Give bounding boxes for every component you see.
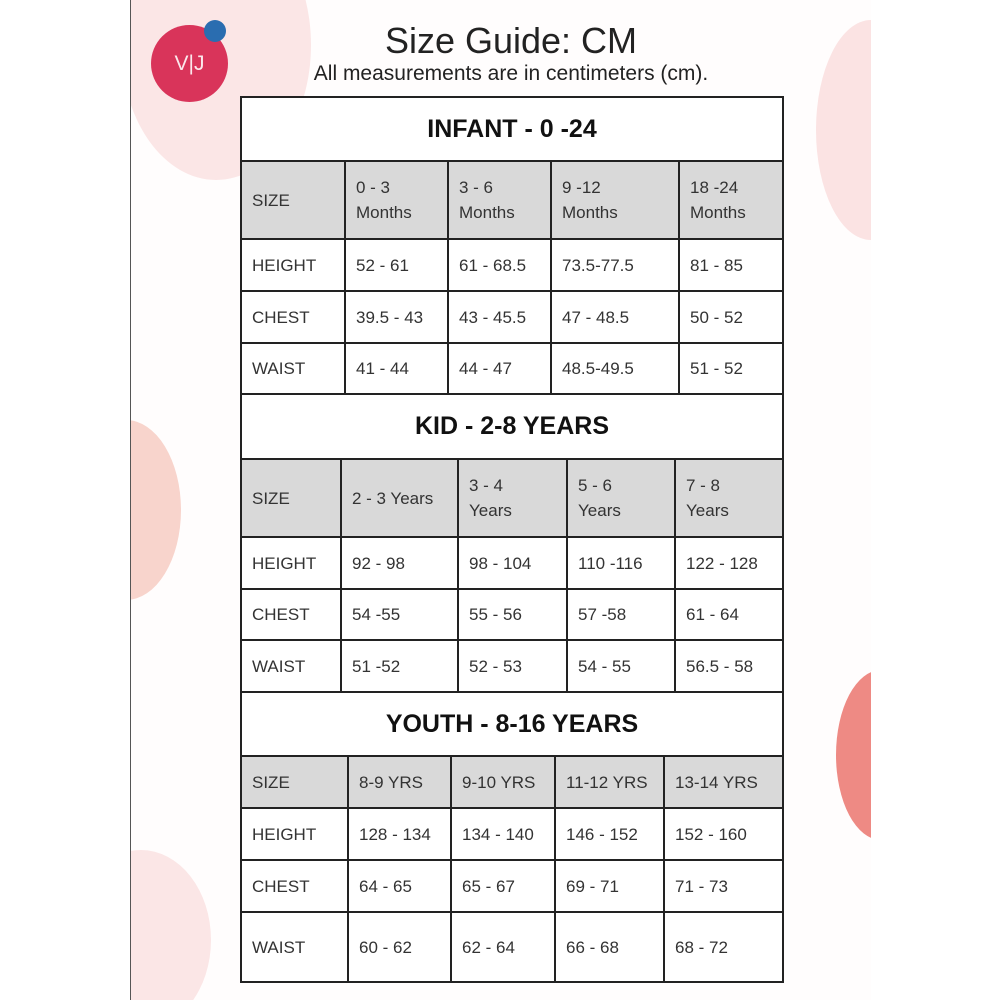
row-label: HEIGHT xyxy=(241,239,345,291)
column-header: 7 - 8 Years xyxy=(675,459,783,537)
table-cell: 39.5 - 43 xyxy=(345,291,448,343)
table-row xyxy=(241,537,783,589)
table-cell: 146 - 152 xyxy=(555,808,664,860)
table-row xyxy=(241,589,783,640)
table-row xyxy=(241,808,783,860)
section-title: INFANT - 0 -24 xyxy=(241,97,783,161)
kid-size-table xyxy=(240,393,784,693)
table-cell: 52 - 61 xyxy=(345,239,448,291)
table-row xyxy=(241,640,783,692)
decor-blob xyxy=(130,420,181,600)
decor-blob xyxy=(816,20,871,240)
table-cell: 69 - 71 xyxy=(555,860,664,912)
table-cell: 81 - 85 xyxy=(679,239,783,291)
table-cell: 65 - 67 xyxy=(451,860,555,912)
table-cell: 60 - 62 xyxy=(348,912,451,982)
table-row xyxy=(241,912,783,982)
table-cell: 122 - 128 xyxy=(675,537,783,589)
table-row xyxy=(241,860,783,912)
section-title: KID - 2-8 YEARS xyxy=(241,394,783,459)
column-header: 9 -12 Months xyxy=(551,161,679,239)
column-header: SIZE xyxy=(241,161,345,239)
column-header: 3 - 4 Years xyxy=(458,459,567,537)
table-cell: 54 -55 xyxy=(341,589,458,640)
row-label: CHEST xyxy=(241,860,348,912)
table-row xyxy=(241,239,783,291)
table-cell: 152 - 160 xyxy=(664,808,783,860)
column-header: SIZE xyxy=(241,459,341,537)
column-header: 11-12 YRS xyxy=(555,756,664,808)
table-cell: 73.5-77.5 xyxy=(551,239,679,291)
table-cell: 56.5 - 58 xyxy=(675,640,783,692)
table-cell: 48.5-49.5 xyxy=(551,343,679,394)
table-cell: 50 - 52 xyxy=(679,291,783,343)
table-cell: 134 - 140 xyxy=(451,808,555,860)
column-header: 2 - 3 Years xyxy=(341,459,458,537)
row-label: HEIGHT xyxy=(241,537,341,589)
logo-dot xyxy=(204,20,226,42)
section-title: YOUTH - 8-16 YEARS xyxy=(241,692,783,756)
table-cell: 57 -58 xyxy=(567,589,675,640)
table-cell: 128 - 134 xyxy=(348,808,451,860)
column-header: 9-10 YRS xyxy=(451,756,555,808)
decor-blob xyxy=(130,850,211,1000)
logo-text: V|J xyxy=(174,51,205,75)
youth-size-table xyxy=(240,691,784,983)
table-cell: 61 - 68.5 xyxy=(448,239,551,291)
table-cell: 47 - 48.5 xyxy=(551,291,679,343)
table-cell: 44 - 47 xyxy=(448,343,551,394)
table-cell: 92 - 98 xyxy=(341,537,458,589)
column-header: 5 - 6 Years xyxy=(567,459,675,537)
table-cell: 43 - 45.5 xyxy=(448,291,551,343)
table-row xyxy=(241,291,783,343)
table-cell: 98 - 104 xyxy=(458,537,567,589)
column-header: 13-14 YRS xyxy=(664,756,783,808)
table-cell: 55 - 56 xyxy=(458,589,567,640)
page-subtitle: All measurements are in centimeters (cm). xyxy=(313,62,709,85)
column-header: 3 - 6 Months xyxy=(448,161,551,239)
table-row xyxy=(241,343,783,394)
row-label: HEIGHT xyxy=(241,808,348,860)
table-cell: 51 - 52 xyxy=(679,343,783,394)
decor-blob xyxy=(836,670,871,840)
row-label: WAIST xyxy=(241,640,341,692)
table-cell: 68 - 72 xyxy=(664,912,783,982)
table-cell: 52 - 53 xyxy=(458,640,567,692)
table-cell: 62 - 64 xyxy=(451,912,555,982)
table-cell: 54 - 55 xyxy=(567,640,675,692)
table-cell: 66 - 68 xyxy=(555,912,664,982)
page-title: Size Guide: CM xyxy=(384,20,638,61)
row-label: CHEST xyxy=(241,291,345,343)
row-label: WAIST xyxy=(241,912,348,982)
column-header: SIZE xyxy=(241,756,348,808)
table-cell: 71 - 73 xyxy=(664,860,783,912)
table-cell: 41 - 44 xyxy=(345,343,448,394)
row-label: WAIST xyxy=(241,343,345,394)
table-cell: 61 - 64 xyxy=(675,589,783,640)
table-cell: 64 - 65 xyxy=(348,860,451,912)
table-cell: 110 -116 xyxy=(567,537,675,589)
column-header: 0 - 3 Months xyxy=(345,161,448,239)
table-cell: 51 -52 xyxy=(341,640,458,692)
column-header: 18 -24 Months xyxy=(679,161,783,239)
row-label: CHEST xyxy=(241,589,341,640)
infant-size-table xyxy=(240,96,784,395)
column-header: 8-9 YRS xyxy=(348,756,451,808)
